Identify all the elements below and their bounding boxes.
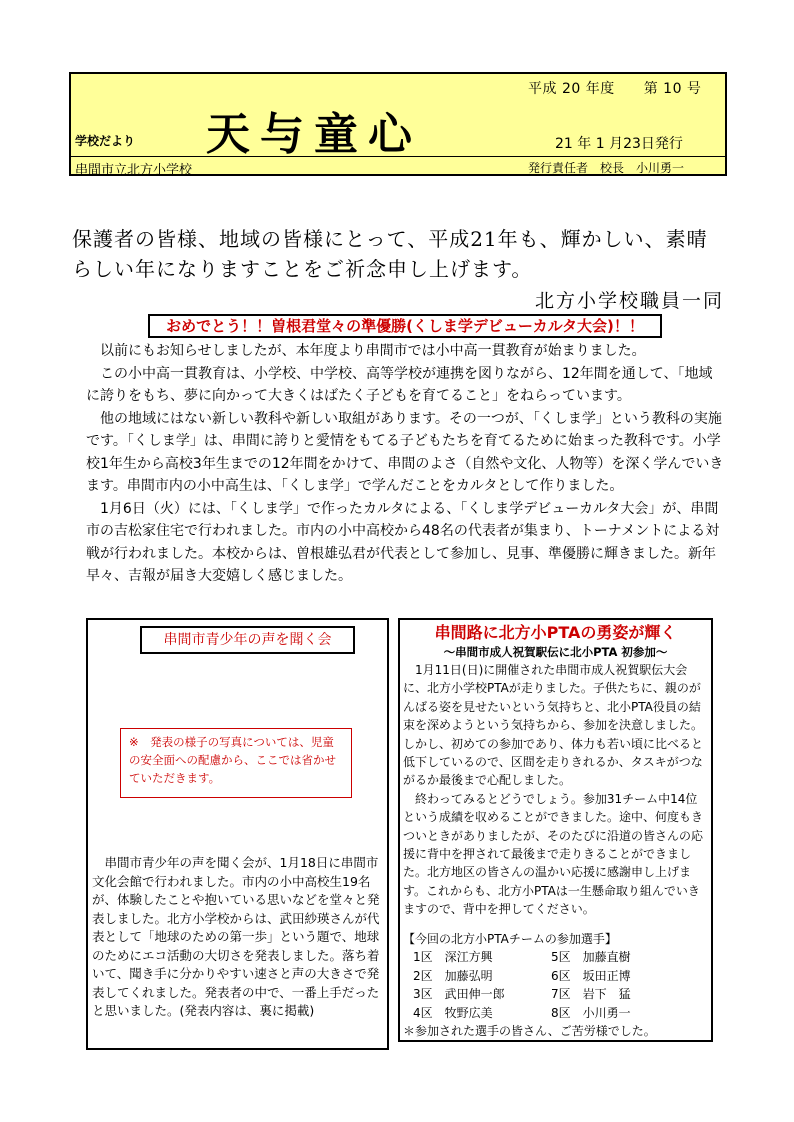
school-name: 串間市立北方小学校	[75, 163, 193, 178]
article-paragraph: この小中高一貫教育は、小学校、中学校、高等学校が連携を図りながら、12年間を通して、「地域に誇りをもち、夢に向かって大きくはばたく子どもを育てること」をねらっています。	[86, 365, 713, 404]
roster-row	[403, 1004, 708, 1022]
pta-ekiden-text	[403, 661, 708, 919]
roster-row	[403, 985, 708, 1003]
youth-voice-paragraph: 串間市青少年の声を聞く会が、1月18日に串間市文化会館で行われました。市内の小中高校生19名が、体験したことや抱いている思いなどを堂々と発表しました。北方小学校からは、武田紗瑛さんが代表として「地球のための第一歩」という題で、地球のためにエコ活動の大切さを発表しました。落ち着いて、聞き手に分かりやすい速さと声の大きさで発表してくれました。発表者の中で、一番上手だったと思いました。(発表内容は、裏に掲載)	[92, 855, 380, 1018]
article-heading: おめでとう！！曽根君堂々の準優勝(くしま学デビューカルタ大会)！！	[148, 314, 662, 338]
roster-row	[403, 967, 708, 985]
greeting-signature: 北方小学校職員一同	[534, 290, 724, 312]
newsletter-title: 天与童心	[206, 109, 422, 160]
roster-entry: 4区 牧野広美	[413, 1005, 493, 1020]
pta-ekiden-subheading: ～串間市成人祝賀駅伝に北小PTA 初参加～	[443, 645, 668, 659]
roster-entry: 5区 加藤直樹	[551, 950, 631, 965]
photo-omission-notice: ※ 発表の様子の写真については、児童の安全面への配慮から、ここでは省かせていただきます。	[120, 728, 352, 798]
pta-ekiden-paragraph: 1月11日(日)に開催された串間市成人祝賀駅伝大会に、北方小学校PTAが走りました。子供たちに、親のがんばる姿を見せたいという気持ちと、北小PTA役員の結束を深めようという気持ちから、参加を決意しました。しかし、初めての参加であり、体力も若い頃に比べると低下しているので、区間を走りきれるか、タスキがつながるか最後まで心配しました。	[403, 663, 704, 788]
roster-entry: 2区 加藤弘明	[413, 968, 493, 983]
roster-entry: 6区 坂田正博	[551, 968, 631, 983]
roster-entry: 8区 小川勇一	[551, 1005, 631, 1020]
roster-entry: 3区 武田伸一郎	[413, 987, 505, 1002]
roster-note: ＊参加された選手の皆さん、ご苦労様でした。	[403, 1024, 656, 1039]
article-paragraph: 他の地域にはない新しい教科や新しい取組があります。その一つが、「くしま学」という教科の実施です。「くしま学」は、串間に誇りと愛情をもてる子どもたちを育てるために始まった教科です。小学校1年生から高校3年生までの12年間をかけて、串間のよさ（自然や文化、人物等）を深く学んでいきます。串間市内の小中高生は、「くしま学」で学んだことをカルタとして作りました。	[86, 410, 724, 494]
pta-ekiden-paragraph: 終わってみるとどうでしょう。参加31チーム中14位という成績を収めることができました。途中、何度もきついときがありましたが、そのたびに沿道の皆さんの応援に背中を押されて最後まで走りきることができました。北方地区の皆さんの温かい応援に感謝申し上げます。これからも、北方小PTAは一生懸命取り組んでいきますので、背中を押してください。	[403, 791, 704, 917]
issue-number: 平成 20 年度 第 10 号	[528, 81, 702, 97]
youth-voice-text	[92, 854, 384, 1021]
article-paragraph: 以前にもお知らせしましたが、本年度より串間市では小中高一貫教育が始まりました。	[100, 343, 646, 359]
publisher: 発行責任者 校長 小川勇一	[528, 161, 685, 175]
article-paragraph: 1月6日（火）には、「くしま学」で作ったカルタによる、「くしま学デビューカルタ大会」が、串間市の吉松家住宅で行われました。市内の小中高校から48名の代表者が集まり、トーナメントによる対戦が行われました。本校からは、曽根雄弘君が代表として参加し、見事、準優勝に輝きました。新年早々、吉報が届き大変嬉しく感じました。	[86, 500, 720, 584]
newsletter-label: 学校だより	[75, 134, 136, 148]
roster-entry: 1区 深江方興	[413, 950, 493, 965]
article-body	[86, 340, 726, 588]
header-divider	[70, 156, 725, 157]
new-year-greeting: 保護者の皆様、地域の皆様にとって、平成21年も、輝かしい、素晴らしい年になりますことをご祈念申し上げます。	[72, 227, 708, 281]
pta-ekiden-heading: 串間路に北方小PTAの勇姿が輝く	[434, 623, 677, 642]
roster-entry: 7区 岩下 猛	[551, 987, 631, 1002]
roster-title: 【今回の北方小PTAチームの参加選手】	[403, 932, 617, 946]
runner-roster	[403, 930, 708, 1040]
youth-voice-heading: 串間市青少年の声を聞く会	[140, 626, 355, 654]
roster-row	[403, 948, 708, 966]
issue-date: 21 年 1 月23日発行	[555, 136, 683, 152]
